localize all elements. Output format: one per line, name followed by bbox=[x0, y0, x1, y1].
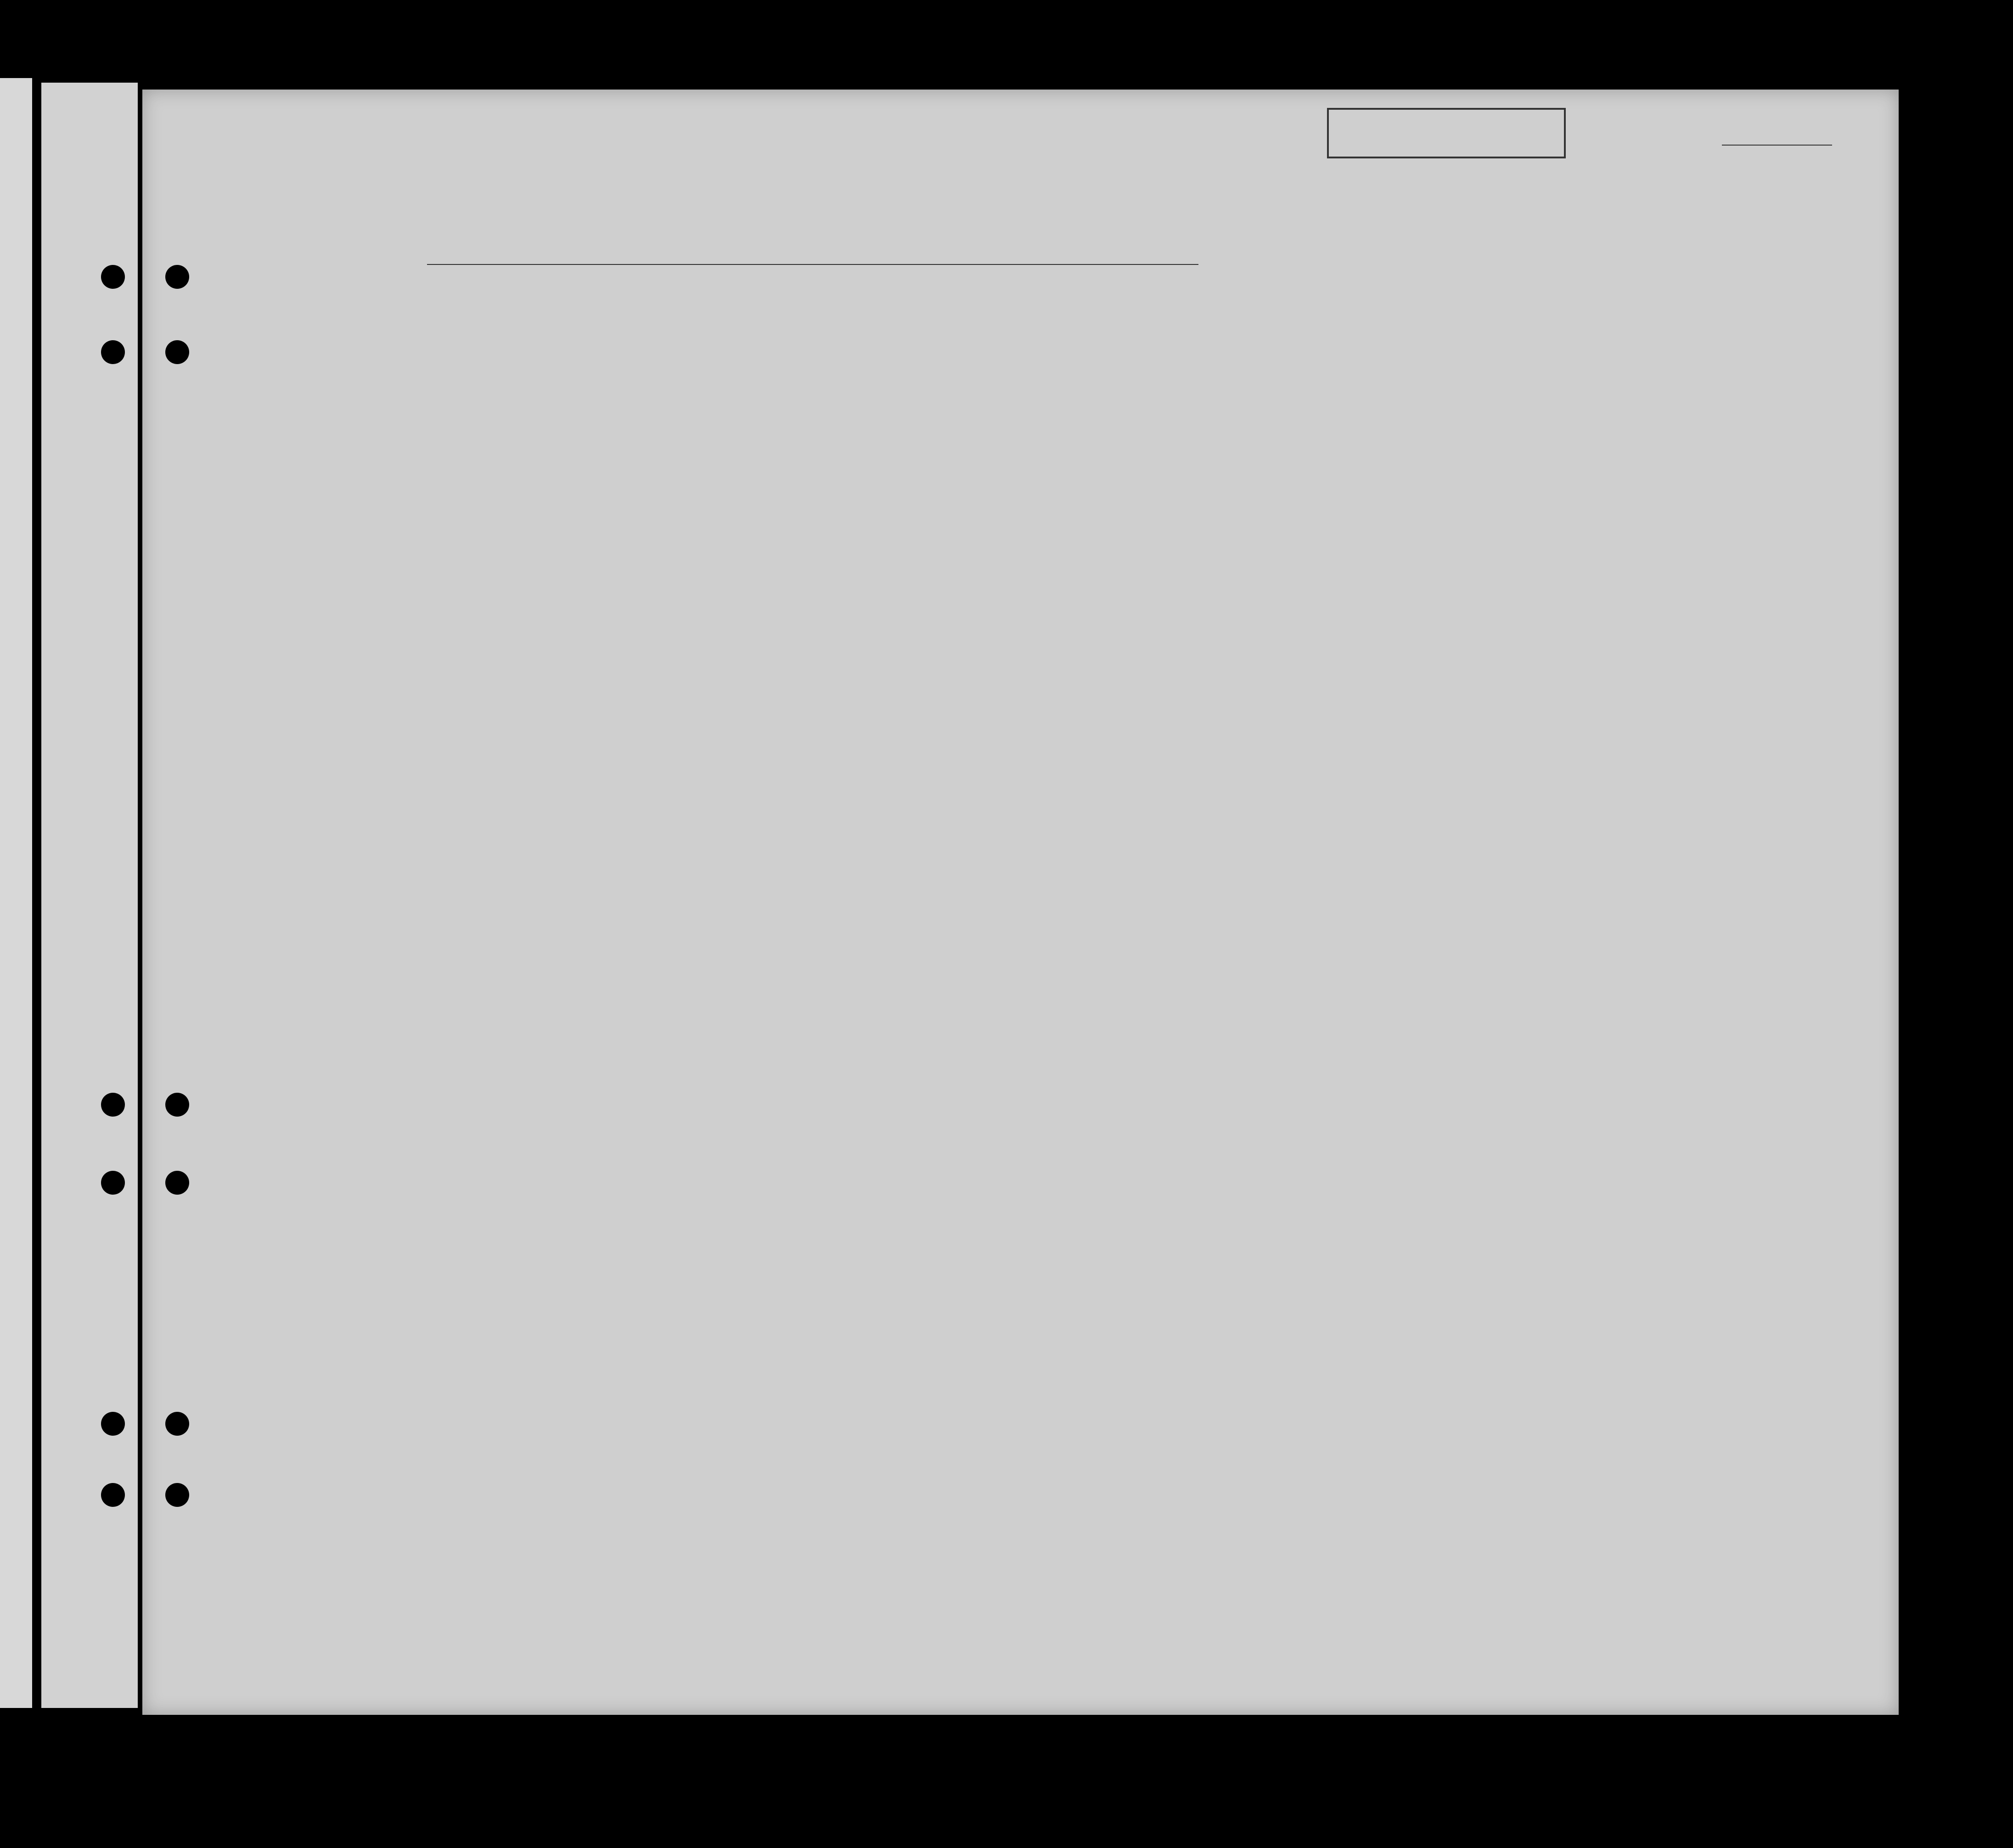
manifest-grid bbox=[142, 90, 1899, 1715]
binder-hole bbox=[101, 1171, 125, 1195]
left-binding-strip bbox=[0, 78, 32, 1708]
binder-hole bbox=[101, 265, 125, 289]
binder-hole bbox=[165, 1483, 189, 1507]
binder-hole bbox=[165, 1412, 189, 1436]
manifest-sheet bbox=[142, 90, 1899, 1715]
binder-hole bbox=[101, 340, 125, 364]
binder-hole bbox=[165, 1093, 189, 1117]
binder-hole bbox=[165, 265, 189, 289]
approval-stamp bbox=[1327, 108, 1566, 158]
date-underline bbox=[895, 264, 1198, 265]
left-page-fragment bbox=[41, 83, 138, 1708]
binder-hole bbox=[101, 1412, 125, 1436]
binder-hole bbox=[101, 1093, 125, 1117]
binder-hole bbox=[165, 1171, 189, 1195]
binder-hole bbox=[165, 340, 189, 364]
list-underline bbox=[1722, 145, 1832, 146]
binder-hole bbox=[101, 1483, 125, 1507]
